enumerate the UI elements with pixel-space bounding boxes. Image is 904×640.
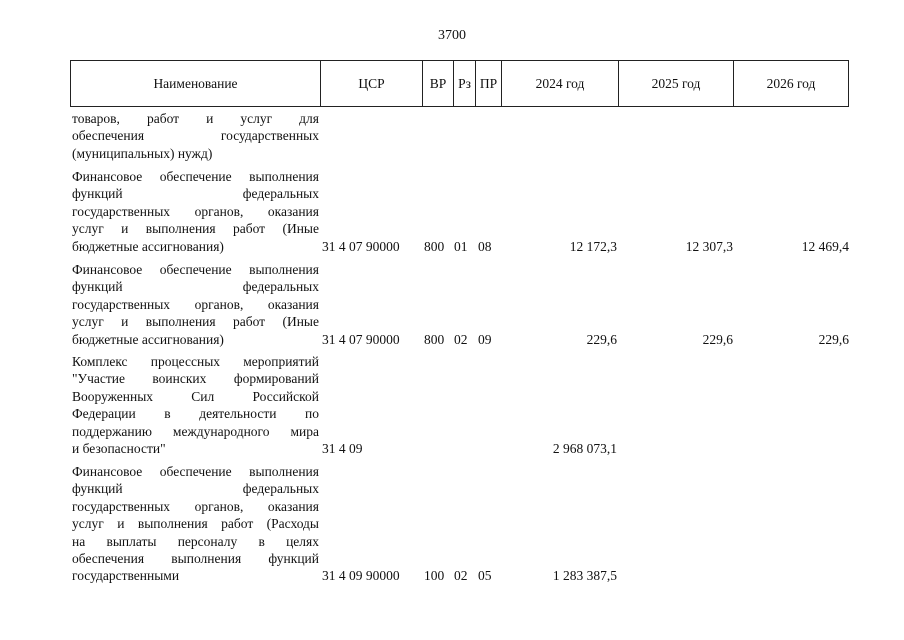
row-name-line: на выплаты персоналу в целях	[72, 533, 319, 549]
row-name-line: Финансовое обеспечение выполнения	[72, 464, 319, 479]
row-name-line: бюджетные ассигнования)	[72, 238, 224, 254]
cell-csr: 31 4 09	[322, 441, 363, 456]
table-header	[70, 60, 849, 107]
row-name-line: Финансовое обеспечение выполнения	[72, 169, 319, 184]
cell-pr: 05	[478, 568, 492, 584]
header-vr: ВР	[423, 61, 454, 106]
row-name-line: услуг и выполнения работ (Иные	[72, 221, 319, 237]
header-2024: 2024 год	[502, 61, 619, 106]
row-name-line: "Участие воинских формирований	[72, 371, 319, 387]
row-name-line: бюджетные ассигнования)	[72, 331, 224, 347]
row-name-line: государственных органов, оказания	[72, 296, 319, 312]
cell-csr: 31 4 07 90000	[322, 238, 400, 254]
cell-2026: 229,6	[818, 331, 849, 347]
cell-vr: 100	[424, 568, 445, 584]
row-name-line: государственных органов, оказания	[72, 498, 319, 514]
cell-rz: 01	[454, 238, 468, 254]
row-name-line: Комплекс процессных мероприятий	[72, 354, 319, 369]
header-name: Наименование	[71, 61, 321, 106]
header-2025: 2025 год	[619, 61, 734, 106]
cell-2026: 12 469,4	[801, 238, 849, 254]
row-name-line: обеспечения выполнения функций	[72, 551, 319, 567]
row-name	[72, 168, 319, 255]
row-name-line: функций федеральных	[72, 186, 319, 202]
row-name-line: государственных органов, оказания	[72, 203, 319, 219]
cell-csr: 31 4 07 90000	[322, 331, 400, 347]
cell-rz: 02	[454, 568, 468, 584]
cell-2024: 1 283 387,5	[552, 568, 617, 584]
row-name-line: Вооруженных Сил Российской	[72, 388, 319, 404]
page-number: 3700	[438, 28, 466, 43]
row-name-line: Федерации в деятельности по	[72, 406, 319, 422]
cell-pr: 08	[478, 238, 492, 254]
cell-2024: 12 172,3	[569, 238, 617, 254]
row-name-line: и безопасности"	[72, 441, 166, 457]
cell-rz: 02	[454, 331, 468, 347]
header-pr: ПР	[476, 61, 502, 106]
row-name-line: услуг и выполнения работ (Иные	[72, 314, 319, 330]
cell-2025: 12 307,3	[685, 238, 733, 254]
cell-2024: 229,6	[586, 331, 617, 347]
row-name-line: функций федеральных	[72, 279, 319, 295]
row-name-line: услуг и выполнения работ (Расходы	[72, 516, 319, 532]
row-name-line: (муниципальных) нужд)	[72, 145, 213, 161]
cell-vr: 800	[424, 238, 445, 254]
cell-csr: 31 4 09 90000	[322, 568, 400, 584]
header-csr: ЦСР	[321, 61, 423, 106]
header-2026: 2026 год	[766, 76, 816, 91]
row-name-line: товаров, работ и услуг для	[72, 111, 319, 126]
row-name-line: функций федеральных	[72, 481, 319, 497]
row-name-line: поддержанию международного мира	[72, 423, 319, 439]
cell-vr: 800	[424, 331, 445, 347]
row-name-line: Финансовое обеспечение выполнения	[72, 262, 319, 277]
row-name-line: обеспечения государственных	[72, 128, 319, 144]
row-name-line: государственными	[72, 568, 180, 584]
row-name	[72, 110, 319, 162]
cell-2025: 229,6	[702, 331, 733, 347]
row-name	[72, 463, 319, 585]
header-rz: Рз	[454, 61, 476, 106]
row-name	[72, 261, 319, 348]
cell-pr: 09	[478, 331, 492, 347]
row-name	[72, 353, 319, 457]
cell-2024: 2 968 073,1	[552, 441, 617, 456]
